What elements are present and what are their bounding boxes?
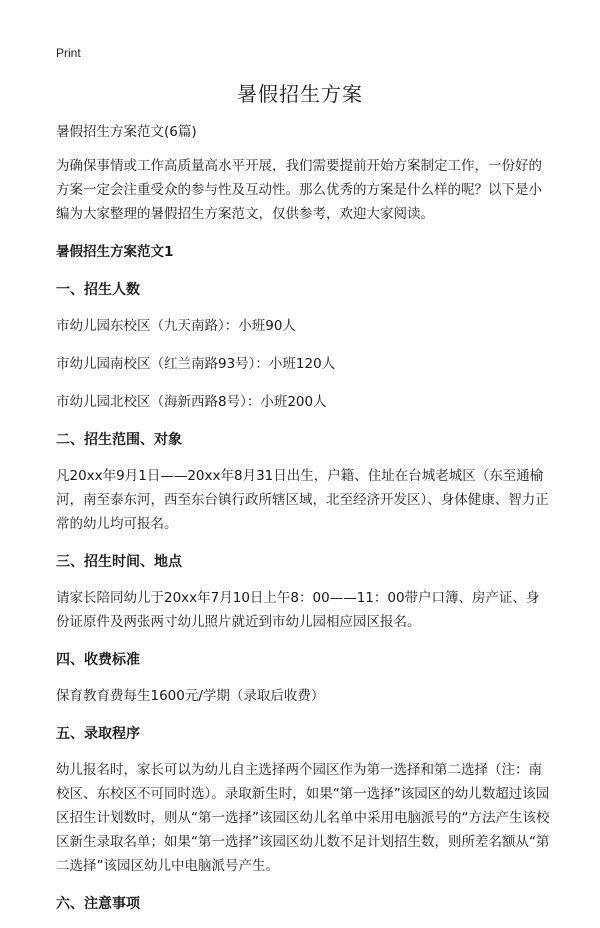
- document-subtitle: 暑假招生方案范文(6篇): [56, 124, 197, 140]
- enrollment-item: 市幼儿园东校区（九天南路）：小班90人: [56, 318, 296, 334]
- intro-paragraph: 为确保事情或工作高质量高水平开展，我们需要提前开始方案制定工作，一份好的方案一定会注重受众的参与性及互动性。那么优秀的方案是什么样的呢？以下是小编为大家整理的暑假招生方案范文，仅供参考，欢迎大家阅读。: [56, 158, 542, 222]
- sample-heading: 暑假招生方案范文1: [56, 244, 174, 260]
- section-paragraph: 请家长陪同幼儿于20xx年7月10日上午8：00——11：00带户口簿、房产证、身份证原件及两张两寸幼儿照片就近到市幼儿园相应园区报名。: [56, 590, 540, 630]
- section-heading: 三、招生时间、地点: [56, 554, 182, 570]
- section-heading: 五、录取程序: [56, 726, 140, 742]
- document-body: [56, 120, 552, 928]
- section-heading: 二、招生范围、对象: [56, 432, 182, 448]
- section-heading: 一、招生人数: [56, 282, 140, 298]
- section-paragraph: 幼儿报名时，家长可以为幼儿自主选择两个园区作为第一选择和第二选择（注：南校区、东校区不可同时选）。录取新生时，如果“第一选择”该园区的幼儿数超过该园区招生计划数时，则从“第一选择”该园区幼儿名单中采用电脑派号的“方法产生该校区新生录取名单；如果“第一选择”该园区幼儿数不足计划招生数，则所差名额从“第二选择”该园区幼儿中电脑派号产生。: [56, 762, 550, 874]
- page-title: 暑假招生方案: [237, 82, 363, 106]
- section-heading: 四、收费标准: [56, 652, 140, 668]
- section-paragraph: 凡20xx年9月1日——20xx年8月31日出生，户籍、住址在台城老城区（东至通榆河，南至泰东河，西至东台镇行政所辖区域，北至经济开发区）、身体健康、智力正常的幼儿均可报名。: [56, 468, 549, 532]
- section-paragraph: 保育教育费每生1600元/学期（录取后收费）: [56, 688, 325, 704]
- enrollment-item: 市幼儿园南校区（红兰南路93号）：小班120人: [56, 356, 336, 372]
- section-heading: 六、注意事项: [56, 896, 140, 912]
- print-link[interactable]: Print: [56, 46, 81, 60]
- enrollment-item: 市幼儿园北校区（海新西路8号）：小班200人: [56, 394, 327, 410]
